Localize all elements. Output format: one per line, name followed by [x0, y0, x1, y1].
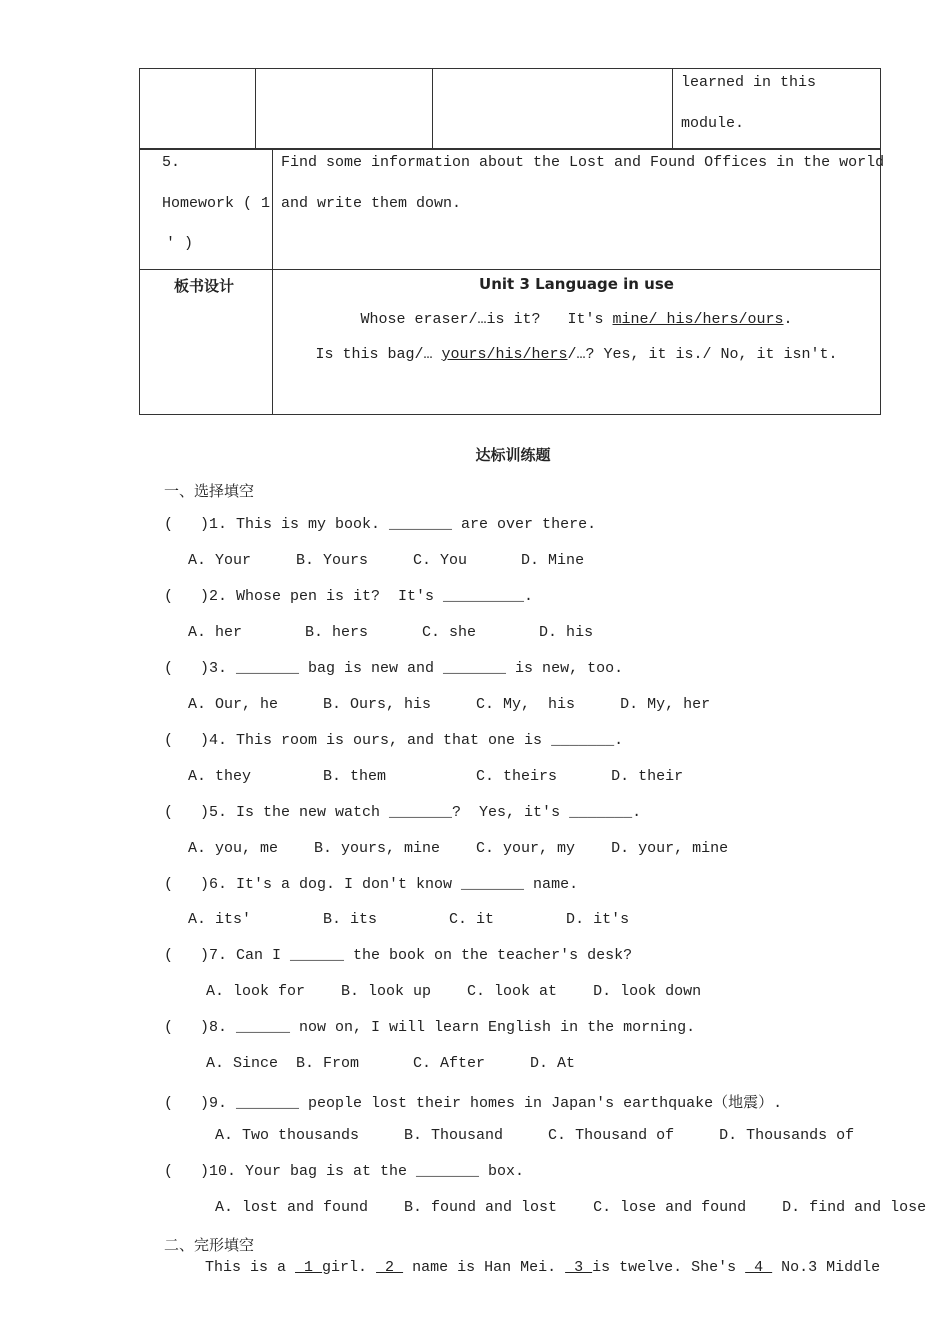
question-10-options: A. lost and found B. found and lost C. lose and found D. find and lose [188, 1199, 927, 1216]
board-text: Whose eraser/…is it? It's [360, 311, 613, 328]
question-8-options: A. Since B. From C. After D. At [188, 1055, 576, 1072]
question-2-options: A. her B. hers C. she D. his [188, 624, 594, 641]
board-underlined-text: yours/his/hers [441, 346, 568, 363]
question-1-options: A. Your B. Yours C. You D. Mine [188, 552, 585, 569]
question-3-options: A. Our, he B. Ours, his C. My, his D. My, her [188, 696, 711, 713]
table-cell [256, 69, 433, 150]
cloze-text: This is a [205, 1259, 296, 1276]
question-7-options: A. look for B. look up C. look at D. look down [188, 983, 702, 1000]
question-4: ( )4. This room is ours, and that one is _______. [164, 732, 624, 749]
cell-text: module. [681, 115, 745, 132]
question-4-options: A. they B. them C. theirs D. their [188, 768, 684, 785]
table-cell [140, 69, 256, 150]
question-9-options: A. Two thousands B. Thousand C. Thousand of D. Thousands of [188, 1127, 855, 1144]
homework-table [139, 148, 885, 415]
board-title: Unit 3 Language in use [479, 275, 674, 293]
part1-heading: 一、选择填空 [164, 482, 255, 500]
homework-text: Find some information about the Lost and Found Offices in the world [281, 154, 885, 171]
question-1: ( )1. This is my book. _______ are over there. [164, 516, 597, 533]
cloze-blank: 3 [565, 1259, 593, 1276]
homework-label-cell [140, 149, 273, 270]
board-line-1 [273, 311, 880, 328]
row-label: ' ) [166, 235, 194, 252]
question-3: ( )3. _______ bag is new and _______ is new, too. [164, 660, 624, 677]
board-text: /…? Yes, it is./ No, it isn't. [567, 346, 838, 363]
part2-heading: 二、完形填空 [164, 1236, 255, 1254]
board-design-label: 板书设计 [174, 277, 235, 295]
cloze-text: No.3 Middle [772, 1259, 881, 1276]
cloze-blank: 2 [376, 1259, 404, 1276]
lesson-plan-table [139, 68, 881, 150]
row-label: Homework ( 1 [162, 195, 271, 212]
question-2: ( )2. Whose pen is it? It's _________. [164, 588, 534, 605]
cloze-passage [205, 1259, 880, 1276]
cloze-text: girl. [322, 1259, 377, 1276]
cloze-blank: 1 [295, 1259, 323, 1276]
question-10: ( )10. Your bag is at the _______ box. [164, 1163, 525, 1180]
board-underlined-text: mine/ his/hers/ours [612, 311, 784, 328]
question-9: ( )9. _______ people lost their homes in Japan's earthquake（地震）. [164, 1095, 783, 1112]
board-design-content-cell [273, 270, 881, 415]
homework-content-cell [273, 149, 885, 270]
table-cell [433, 69, 673, 150]
question-6: ( )6. It's a dog. I don't know _______ name. [164, 876, 579, 893]
cloze-text: is twelve. She's [592, 1259, 746, 1276]
row-label: 5. [162, 154, 181, 171]
board-line-2 [273, 346, 880, 363]
homework-text: and write them down. [281, 195, 462, 212]
board-text: . [783, 311, 793, 328]
cell-text: learned in this [681, 74, 817, 91]
board-text: Is this bag/… [315, 346, 442, 363]
question-7: ( )7. Can I ______ the book on the teacher's desk? [164, 947, 633, 964]
question-6-options: A. its' B. its C. it D. it's [188, 911, 630, 928]
question-5: ( )5. Is the new watch _______? Yes, it's _______. [164, 804, 642, 821]
board-design-label-cell [140, 270, 273, 415]
question-5-options: A. you, me B. yours, mine C. your, my D. your, mine [188, 840, 729, 857]
section-title: 达标训练题 [475, 446, 551, 464]
cloze-blank: 4 [745, 1259, 773, 1276]
cloze-text: name is Han Mei. [403, 1259, 566, 1276]
question-8: ( )8. ______ now on, I will learn English in the morning. [164, 1019, 696, 1036]
table-cell [673, 69, 881, 150]
